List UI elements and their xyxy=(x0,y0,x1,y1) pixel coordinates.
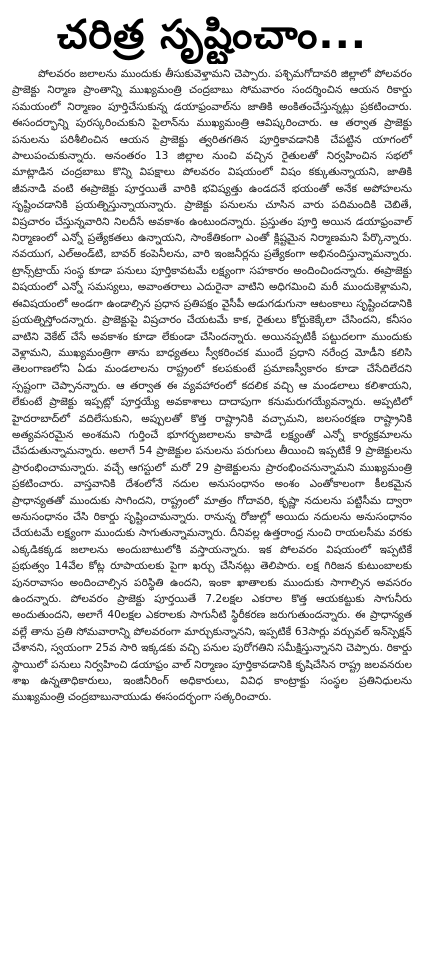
article-headline: చరిత్ర సృష్టించాం... xyxy=(56,12,368,58)
article-body: పోలవరం జలాలను ముందుకు తీసుకువెళ్తామని చెప్పారు. పశ్చిమగోదావరి జిల్లాలో పోలవరం ప్రాజెక్టు నిర్మాణ ప్రాంతాన్ని ముఖ్యమంత్రి చంద్రబాబు సోమవారం సందర్శించిన ఆయన రికార్డు సమయంలో నిర్మాణం పూర్తిచేసుకున్న డయాఫ్రంవాల్‌ను జాతికి అంకితంచేస్తున్నట్లు ప్రకటించారు. ఈసందర్భాన్ని పురస్కరించుకుని పైలాన్‌ను ముఖ్యమంత్రి ఆవిష్కరించారు. ఆ తర్వాత ప్రాజెక్టు పనులను పరిశీలించిన ఆయన ప్రాజెక్టు త్వరితగతిన పూర్తికావడానికి చేపట్టిన యాగంలో పాలుపంచుకున్నారు. అనంతరం 13 జిల్లాల నుంచి వచ్చిన రైతులతో నిర్వహించిన సభలో మాట్లాడిన చంద్రబాబు కొన్ని విపక్షాలు పోలవరం విషయంలో విషం కక్కుతున్నాయని, జాతికి జీవనాడి వంటి ఈప్రాజెక్టు పూర్తయితే వారికి భవిష్యత్తు ఉండదనే భయంతో అనేక అపోహలను సృష్టించడానికి ప్రయత్నిస్తున్నాయన్నారు. ప్రాజెక్టు పనులను చూసిన వారు పదిమందికి చెబితే, విష్రచారం చేస్తున్నవారిని నిలదీసే అవకాశం ఉంటుందన్నారు. ప్రస్తుతం పూర్తి అయిన డయాఫ్రంవాల్ నిర్మాణంలో ఎన్నో ప్రత్యేకతలు ఉన్నాయని, సాంకేతికంగా ఎంతో క్లిష్టమైన నిర్మాణమని పేర్కొన్నారు. నవయుగ, ఎల్అండ్‌టి, బావర్ కంపెనీలను, వారి ఇంజనీర్లను ప్రత్యేకంగా అభినందిస్తున్నామన్నారు. ట్రాన్స్‌ట్రాయ్ సంస్థ కూడా పనులు పూర్తికావటమే లక్ష్యంగా సహకారం అందించిందన్నారు. ఈప్రాజెక్టు విషయంలో ఎన్నో సమస్యలు, అవాంతరాలు ఎదురైనా వాటిని అధిగమించి మరీ ముందుకెళ్లామని, ఈవిషయంలో అండగా ఉండాల్సిన ప్రధాన ప్రతిపక్షం వైసీపీ అడుగడుగునా ఆటంకాలు సృష్టించడానికి ప్రయత్నిస్తోందన్నారు. ప్రాజెక్టుపై విష్రచారం చేయటమే కాక, రైతులు కోర్టుకెక్కేలా చేసిందని, కనీసం వాటిని వెకేట్ చేసే అవకాశం కూడా లేకుండా చేసిందన్నారు. అయినప్పటికీ పట్టుదలగా ముందుకు వెళ్లామని, ముఖ్యమంత్రిగా తాను బాధ్యతలు స్వీకరించక ముందే ప్రధాని నరేంద్ర మోడీని కలిసి తెలంగాణలోని ఏడు మండలాలను రాష్ట్రంలో కలపకుంటే ప్రమాణస్వీకారం కూడా చేసేదిలేదని స్పష్టంగా చెప్పానన్నారు. ఆ తర్వాత ఈ వ్యవహారంలో కదలిక వచ్చి ఆ మండలాలు కలిశాయని, లేకుంటే ప్రాజెక్టు ఇప్పట్లో పూర్తయ్యే అవకాశాలు దాదాపుగా కనుమరుగయ్యేవన్నారు. అప్పటిలో హైదరాబాద్‌లో వదిలేసుకుని, అప్పులతో కొత్త రాష్ట్రానికి వచ్చామని, జలసంరక్షణ రాష్ట్రానికి అత్యవసరమైన అంశమని గుర్తించే భూగర్భజలాలను కాపాడే లక్ష్యంతో ఎన్నో కార్యక్రమాలను చేపడుతున్నామన్నారు. అలాగే 54 ప్రాజెక్టుల పనులను పరుగులు తీయించి ఇప్పటికే 9 ప్రాజెక్టులను ప్రారంభించామన్నారు. వచ్చే ఆగస్టులో మరో 29 ప్రాజెక్టులను ప్రారంభించనున్నామని ముఖ్యమంత్రి ప్రకటించారు. వాస్తవానికి దేశంలోనే నదుల అనుసంధానం అంశం ఎంతోకాలంగా కీలకమైన ప్రాధాన్యతతో ముందుకు సాగిందని, రాష్ట్రంలో మాత్రం గోదావరి, కృష్ణా నదులను పట్టిసీమ ద్వారా అనుసంధానం చేసి రికార్డు సృష్టించామన్నారు. రానున్న రోజుల్లో అయిదు నదులను అనుసంధానం చేయటమే లక్ష్యంగా ముందుకు సాగుతున్నామన్నారు. దీనివల్ల ఉత్తరాంధ్ర నుంచి రాయలసీమ వరకు ఎక్కడికక్కడ జలాలను అందుబాటులోకి వస్తాయన్నారు. ఇక పోలవరం విషయంలో ఇప్పటికే ప్రభుత్వం 14వేల కోట్ల రూపాయలకు పైగా ఖర్చు చేసినట్లు తెలిపారు. లక్ష గిరిజన కుటుంబాలకు పునరావాసం అందించాల్సిన పరిస్థితి ఉందని, ఇంకా ఖాతాలకు ముందుకు సాగాల్సిన అవసరం ఉందన్నారు. పోలవరం ప్రాజెక్టు పూర్తయితే 7.2లక్షల ఎకరాల కొత్త ఆయకట్టుకు సాగునీరు అందుతుందని, అలాగే 40లక్షల ఎకరాలకు సాగునీటి స్థిరీకరణ జరుగుతుందన్నారు. ఈ ప్రాధాన్యత వల్లే తాను ప్రతి సోమవారాన్ని పోలవరంగా మార్చుకున్నానని, ఇప్పటికే 63సార్లు వర్చువల్ ఇన్‌స్పెక్షన్ చేశానని, స్వయంగా 25వ సారి ఇక్కడకు వచ్చి పనుల పురోగతిని సమీక్షిస్తున్నానని చెప్పారు. రికార్డు స్థాయిలో పనులు నిర్వహించి డయాఫ్రం వాల్ నిర్మాణం పూర్తికావడానికి కృషిచేసిన రాష్ట్ర జలవనరుల శాఖ ఉన్నతాధికారులు, ఇంజినీరింగ్ అధికారులు, వివిధ కాంట్రాక్టు సంస్థల ప్రతినిధులను ముఖ్యమంత్రి చంద్రబాబునాయుడు ఈసందర్భంగా సత్కరించారు. xyxy=(12,68,412,704)
